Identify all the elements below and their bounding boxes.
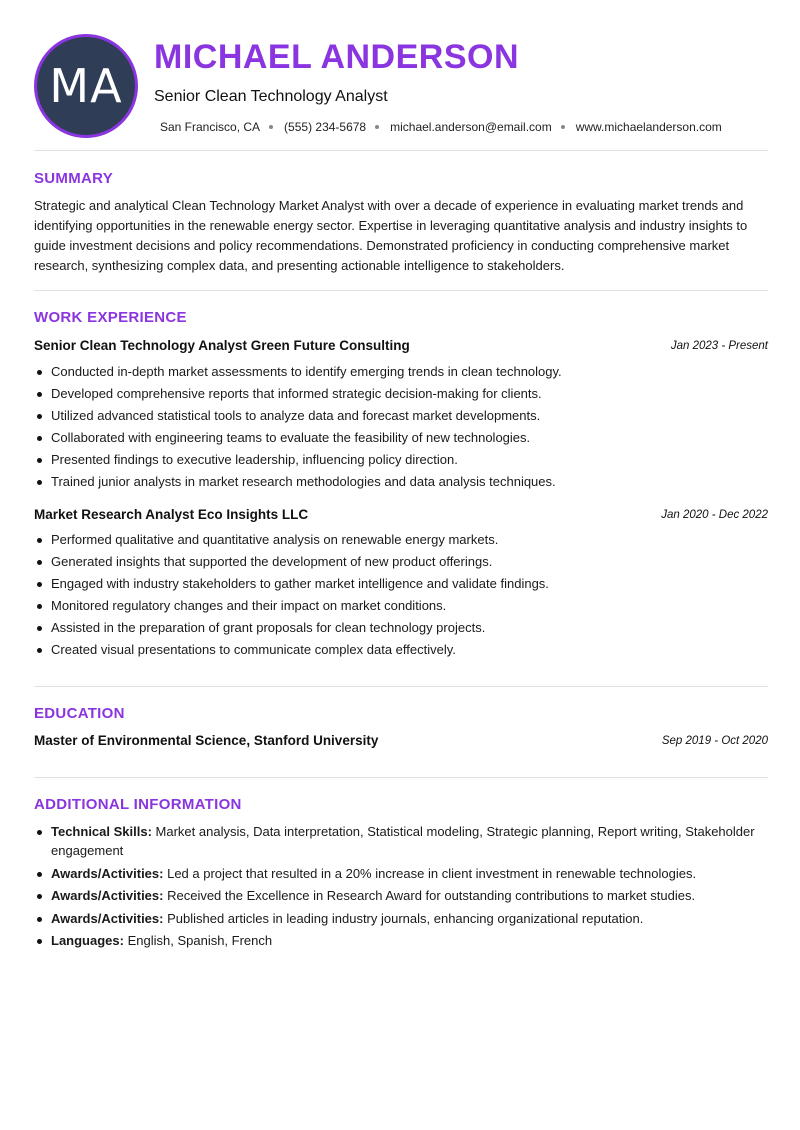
separator-dot-icon: [561, 125, 565, 129]
list-item: Assisted in the preparation of grant proposals for clean technology projects.: [34, 617, 768, 639]
candidate-name: MICHAEL ANDERSON: [154, 38, 520, 76]
section-divider: [34, 290, 768, 291]
list-item: Utilized advanced statistical tools to analyze data and forecast market developments.: [34, 405, 768, 427]
list-item: [34, 864, 768, 883]
list-item: Developed comprehensive reports that informed strategic decision-making for clients.: [34, 383, 768, 405]
list-item: Collaborated with engineering teams to evaluate the feasibility of new technologies.: [34, 427, 768, 449]
education-degree: Master of Environmental Science, Stanford University: [34, 733, 379, 748]
contact-bar: [160, 120, 722, 134]
job-date: Jan 2020 - Dec 2022: [661, 509, 768, 521]
job-bullets: [34, 529, 768, 661]
list-item: [34, 886, 768, 905]
info-text: Led a project that resulted in a 20% increase in client investment in renewable technologies.: [167, 865, 697, 881]
info-text: Market analysis, Data interpretation, Statistical modeling, Strategic planning, Report writing, Stakeholder engagement: [51, 824, 755, 858]
contact-website[interactable]: www.michaelanderson.com: [575, 120, 722, 134]
job-header: [34, 507, 768, 525]
additional-heading: ADDITIONAL INFORMATION: [34, 796, 242, 813]
job-date: Jan 2023 - Present: [670, 340, 768, 352]
list-item: [34, 822, 768, 860]
info-label: Awards/Activities:: [51, 910, 164, 926]
info-label: Awards/Activities:: [51, 865, 164, 881]
summary-heading: SUMMARY: [34, 170, 114, 187]
section-divider: [34, 150, 768, 151]
experience-heading: WORK EXPERIENCE: [34, 309, 187, 326]
job-role: Market Research Analyst Eco Insights LLC: [34, 507, 309, 522]
info-text: English, Spanish, French: [127, 933, 273, 948]
section-divider: [34, 777, 768, 778]
separator-dot-icon: [375, 125, 379, 129]
job-bullets: [34, 361, 768, 493]
contact-location: San Francisco, CA: [160, 120, 261, 134]
info-label: Technical Skills:: [51, 824, 152, 839]
education-entry: [34, 733, 768, 751]
list-item: Trained junior analysts in market research methodologies and data analysis techniques.: [34, 471, 768, 493]
candidate-title: Senior Clean Technology Analyst: [154, 88, 388, 105]
job-role: Senior Clean Technology Analyst Green Future Consulting: [34, 338, 410, 353]
list-item: Generated insights that supported the development of new product offerings.: [34, 551, 768, 573]
list-item: Performed qualitative and quantitative analysis on renewable energy markets.: [34, 529, 768, 551]
list-item: Monitored regulatory changes and their impact on market conditions.: [34, 595, 768, 617]
job-header: [34, 338, 768, 356]
contact-phone: (555) 234-5678: [284, 120, 367, 134]
contact-email[interactable]: michael.anderson@email.com: [390, 120, 552, 134]
resume-header: [34, 34, 768, 138]
avatar: MA: [34, 34, 138, 138]
section-divider: [34, 686, 768, 687]
list-item: [34, 909, 768, 928]
info-label: Awards/Activities:: [51, 888, 164, 903]
education-date: Sep 2019 - Oct 2020: [661, 735, 768, 747]
list-item: Conducted in-depth market assessments to identify emerging trends in clean technology.: [34, 361, 768, 383]
education-heading: EDUCATION: [34, 705, 125, 722]
info-label: Languages:: [51, 933, 124, 948]
summary-text: Strategic and analytical Clean Technology Market Analyst with over a decade of experience in evaluating market trends and identifying opportunities in the renewable energy sector. Expertise in leveraging quantitative analysis and industry insights to guide investment decisions and policy recommendations. Demonstrated proficiency in conducting comprehensive market research, synthesizing complex data, and presenting actionable intelligence to stakeholders.: [34, 198, 748, 273]
list-item: Engaged with industry stakeholders to gather market intelligence and validate findings.: [34, 573, 768, 595]
additional-list: [34, 822, 768, 954]
info-text: Published articles in leading industry journals, enhancing organizational reputation.: [167, 910, 644, 926]
list-item: [34, 931, 768, 950]
separator-dot-icon: [269, 125, 273, 129]
list-item: Presented findings to executive leadership, influencing policy direction.: [34, 449, 768, 471]
info-text: Received the Excellence in Research Award for outstanding contributions to market studies.: [167, 888, 696, 903]
list-item: Created visual presentations to communicate complex data effectively.: [34, 639, 768, 661]
